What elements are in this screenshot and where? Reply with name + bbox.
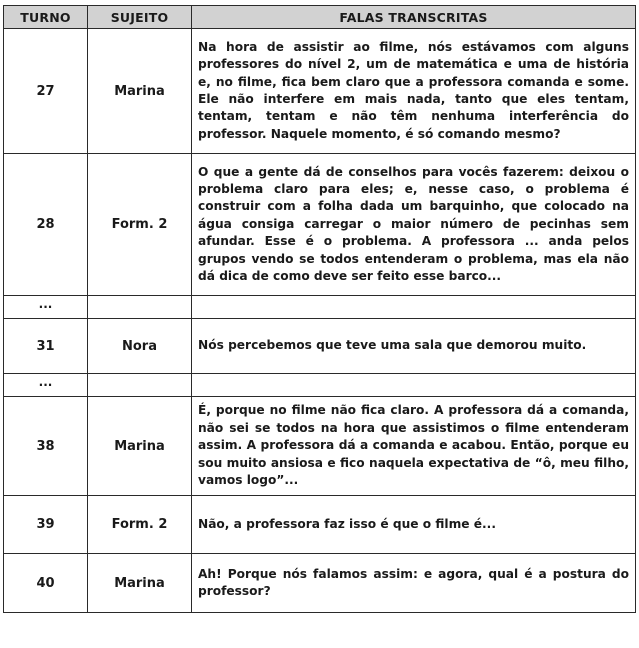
ellipsis: ...: [38, 375, 53, 389]
fala-cell: [192, 296, 636, 319]
table-row: [4, 554, 636, 613]
table-row: [4, 296, 636, 319]
turno-cell: 27: [4, 29, 88, 154]
sujeito-cell: Marina: [88, 397, 192, 496]
sujeito-cell: Marina: [88, 29, 192, 154]
header-sujeito: SUJEITO: [88, 6, 192, 29]
fala-cell: [192, 374, 636, 397]
turno-cell: 40: [4, 554, 88, 613]
table-row: [4, 154, 636, 296]
header-turno: TURNO: [4, 6, 88, 29]
table-row: [4, 496, 636, 554]
turno-cell: [4, 374, 88, 397]
sujeito-cell: Form. 2: [88, 496, 192, 554]
fala-cell: Ah! Porque nós falamos assim: e agora, qual é a postura do professor?: [192, 554, 636, 613]
turno-cell: 28: [4, 154, 88, 296]
fala-cell: O que a gente dá de conselhos para vocês fazerem: deixou o problema claro para eles; e, nesse caso, o problema é construir com a folha dada um barquinho, que colocado na água consiga carregar o maior número de pecinhas sem afundar. Esse é o problema. A professora ... anda pelos grupos vendo se todos entenderam o problema, mas ela não dá dica de como deve ser feito esse barco...: [192, 154, 636, 296]
turno-cell: [4, 296, 88, 319]
table-row: [4, 397, 636, 496]
turno-cell: 39: [4, 496, 88, 554]
table-row: [4, 29, 636, 154]
ellipsis: ...: [38, 297, 53, 311]
transcript-table: [3, 5, 636, 613]
sujeito-cell: [88, 374, 192, 397]
sujeito-cell: [88, 296, 192, 319]
table-row: [4, 319, 636, 374]
header-row: [4, 6, 636, 29]
header-falas: FALAS TRANSCRITAS: [192, 6, 636, 29]
turno-cell: 38: [4, 397, 88, 496]
sujeito-cell: Form. 2: [88, 154, 192, 296]
turno-cell: 31: [4, 319, 88, 374]
table-row: [4, 374, 636, 397]
fala-cell: Na hora de assistir ao filme, nós estávamos com alguns professores do nível 2, um de matemática e uma de história e, no filme, fica bem claro que a professora comanda e some. Ele não interfere em mais nada, tanto que eles tentam, tentam, tentam e não têm nenhuma interferência do professor. Naquele momento, é só comando mesmo?: [192, 29, 636, 154]
sujeito-cell: Nora: [88, 319, 192, 374]
sujeito-cell: Marina: [88, 554, 192, 613]
fala-cell: Não, a professora faz isso é que o filme é...: [192, 496, 636, 554]
fala-cell: É, porque no filme não fica claro. A professora dá a comanda, não sei se todos na hora que assistimos o filme entenderam assim. A professora dá a comanda e acabou. Então, porque eu sou muito ansiosa e fico naquela expectativa de “ô, meu filho, vamos logo”...: [192, 397, 636, 496]
fala-cell: Nós percebemos que teve uma sala que demorou muito.: [192, 319, 636, 374]
